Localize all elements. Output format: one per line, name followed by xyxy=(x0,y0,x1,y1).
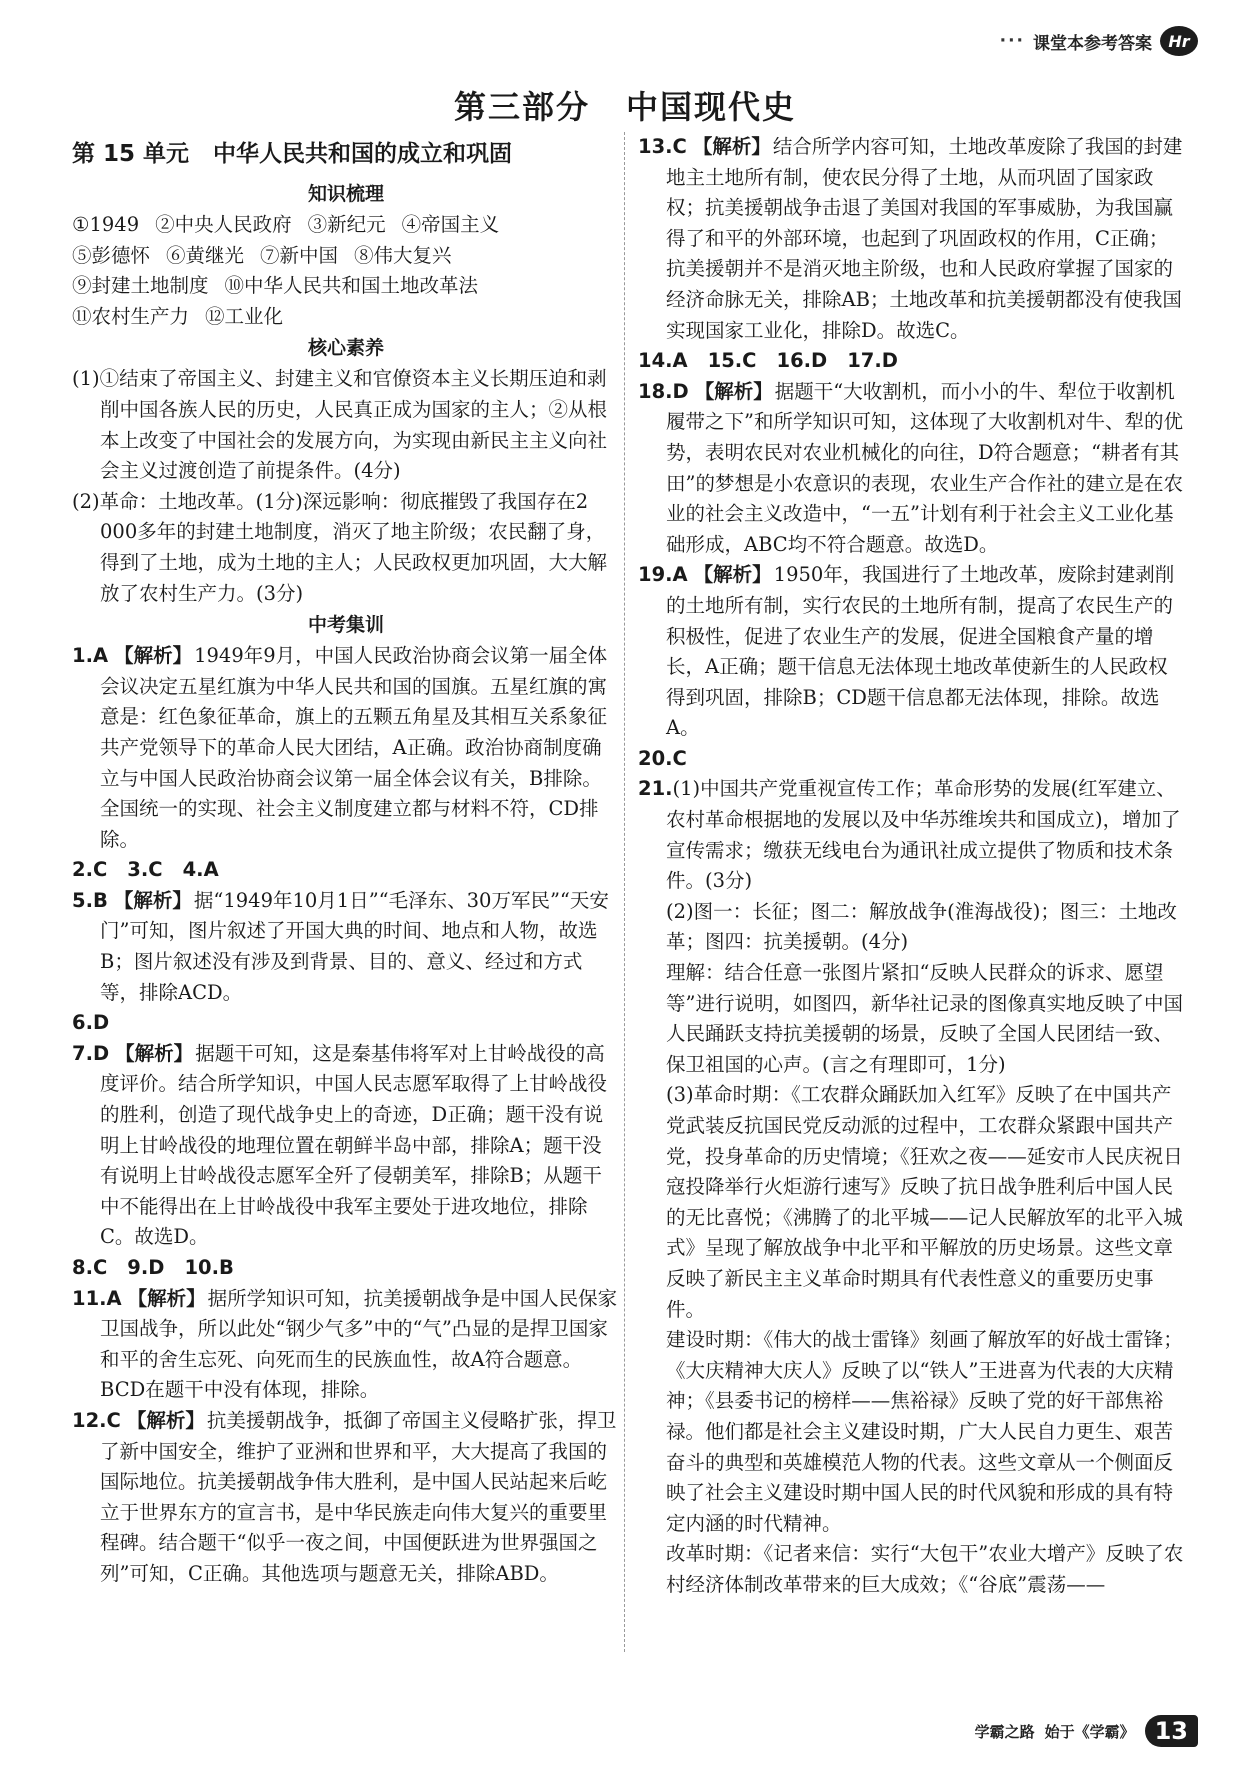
part-title xyxy=(0,82,1250,128)
answer-explanation: 结合所学内容可知，土地改革废除了我国的封建地主土地所有制，使农民分得了土地，从而巩固了国家政权；抗美援朝战争击退了美国对我国的军事威胁，为我国赢得了和平的外部环境，也起到了巩固政权的作用，C正确；抗美援朝并不是消灭地主阶级，也和人民政府掌握了国家的经济命脉无关，排除AB；土地改革和抗美援朝都没有使我国实现国家工业化，排除D。故选C。 xyxy=(666,135,1183,342)
knowledge-point: ⑤彭德怀 xyxy=(72,243,151,267)
answer-choice: D xyxy=(672,379,689,403)
answer-explanation: 据题干“大收割机，而小小的牛、犁位于收割机履带之下”和所学知识可知，这体现了大收割机对牛、犁的优势，表明农民对农业机械化的向往，D符合题意；“耕者有其田”的梦想是小农意识的表现，农业生产合作社的建立是在农业的社会主义改造中，“一五”计划有利于社会主义工业化基础形成，ABC均不符合题意。故选D。 xyxy=(666,379,1183,556)
short-answer: 8.C xyxy=(72,1256,108,1279)
answer-item xyxy=(72,1406,620,1590)
section-title-core: 核心素养 xyxy=(307,337,384,360)
answer-choice: A xyxy=(92,644,109,668)
answer-explanation: 据“1949年10月1日”“毛泽东、30万军民”“天安门”可知，图片叙述了开国大典的时间、地点和人物，故选B；图片叙述没有涉及到背景、目的、意义、经过和方式等，排除ACD。 xyxy=(100,888,609,1004)
question-number: 19. xyxy=(638,563,673,587)
short-answer: 2.C xyxy=(72,858,108,882)
analysis-tag: 【解析】 xyxy=(693,563,772,587)
question-number: 1. xyxy=(72,644,93,668)
knowledge-point: ①1949 xyxy=(72,213,140,236)
answer-choice: C xyxy=(672,135,687,158)
knowledge-point: ⑨封建土地制度 xyxy=(72,274,209,298)
short-answer: 16.D xyxy=(776,349,828,373)
short-answer-row xyxy=(72,855,620,886)
left-column xyxy=(72,132,620,1590)
short-answer: 4.A xyxy=(182,858,219,882)
answer-item xyxy=(638,774,1186,896)
answer-subpart: 改革时期：《记者来信：实行“大包干”农业大增产》反映了农村经济体制改革带来的巨大成效；《“谷底”震荡—— xyxy=(666,1542,1184,1596)
answer-explanation: 1949年9月，中国人民政治协商会议第一届全体会议决定五星红旗为中华人民共和国的国旗。五星红旗的寓意是：红色象征革命，旗上的五颗五角星及其相互关系象征共产党领导下的革命人民大团结，A正确。政治协商制度确立与中国人民政治协商会议第一届全体会议有关，B排除。全国统一的实现、社会主义制度建立都与材料不符，CD排除。 xyxy=(100,644,608,851)
knowledge-point: ⑫工业化 xyxy=(205,304,284,328)
short-answer: 20.C xyxy=(638,746,687,770)
knowledge-row xyxy=(72,271,620,302)
short-answer: 10.B xyxy=(184,1256,234,1279)
knowledge-point: ②中央人民政府 xyxy=(155,213,292,236)
answer-choice: A xyxy=(106,1286,122,1310)
answer-choice: C xyxy=(106,1408,121,1432)
answer-explanation: 据所学知识可知，抗美援朝战争是中国人民保家卫国战争，所以此处“钢少气多”中的“气”凸显的是捍卫国家和平的舍生忘死、向死而生的民族血性，故A符合题意。BCD在题干中没有体现，排除。 xyxy=(100,1286,618,1402)
exam-answers-left xyxy=(72,641,620,1589)
page-header xyxy=(1000,26,1198,56)
answer-choice: B xyxy=(92,888,108,912)
footer-slogan-1: 学霸之路 xyxy=(974,1722,1035,1741)
unit-title xyxy=(72,132,620,176)
short-answer-row xyxy=(72,1008,620,1039)
question-number: 21. xyxy=(638,777,673,801)
knowledge-point: ③新纪元 xyxy=(307,213,386,236)
answer-choice: A xyxy=(672,563,688,587)
exam-answers-right xyxy=(638,132,1186,1601)
header-label: 课堂本参考答案 xyxy=(1033,33,1152,54)
analysis-tag: 【解析】 xyxy=(694,379,773,403)
question-number: 12. xyxy=(72,1408,107,1432)
section-title-knowledge: 知识梳理 xyxy=(307,183,384,205)
part-title-name: 中国现代史 xyxy=(626,88,797,126)
column-divider xyxy=(624,132,626,1652)
question-number: 5. xyxy=(72,888,93,912)
answer-explanation: 抗美援朝战争，抵御了帝国主义侵略扩张，捍卫了新中国安全，维护了亚洲和世界和平，大大提高了我国的国际地位。抗美援朝战争伟大胜利，是中国人民站起来后屹立于世界东方的宣言书，是中华民族走向伟大复兴的重要里程碑。结合题干“似乎一夜之间，中国便跃进为世界强国之列”可知，C正确。其他选项与题意无关，排除ABD。 xyxy=(100,1408,617,1585)
short-answer-row xyxy=(638,346,1186,377)
knowledge-points xyxy=(72,210,620,332)
answer-item xyxy=(72,886,620,1008)
answer-item xyxy=(72,1284,620,1406)
answer-subpart: (2)图一：长征；图二：解放战争(淮海战役)；图三：土地改革；图四：抗美援朝。(4分) xyxy=(666,899,1177,954)
analysis-tag: 【解析】 xyxy=(692,135,771,158)
short-answer: 3.C xyxy=(127,858,163,882)
analysis-tag: 【解析】 xyxy=(127,1286,206,1310)
knowledge-point: ⑥黄继光 xyxy=(166,243,245,267)
short-answer: 15.C xyxy=(707,349,757,373)
section-title-exam: 中考集训 xyxy=(307,614,384,637)
analysis-tag: 【解析】 xyxy=(115,1041,194,1065)
analysis-tag: 【解析】 xyxy=(113,888,192,912)
answer-subpart: (3)革命时期：《工农群众踊跃加入红军》反映了在中国共产党武装反抗国民党反动派的过程中，工农群众紧跟中国共产党，投身革命的历史情境；《狂欢之夜——延安市人民庆祝日寇投降举行火炬游行速写》反映了抗日战争胜利后中国人民的无比喜悦；《沸腾了的北平城——记人民解放军的北平入城式》呈现了解放战争中北平和平解放的历史场景。这些文章反映了新民主主义革命时期具有代表性意义的重要历史事件。 xyxy=(666,1083,1183,1321)
analysis-tag: 【解析】 xyxy=(114,644,193,668)
answer-item xyxy=(72,641,620,855)
answer-item xyxy=(638,377,1186,561)
header-dots: ··· xyxy=(999,31,1025,51)
page-footer xyxy=(975,1715,1198,1747)
short-answer: 9.D xyxy=(127,1256,165,1279)
knowledge-point: ⑪农村生产力 xyxy=(72,304,190,328)
core-answer-2: (2)革命：土地改革。(1分)深远影响：彻底摧毁了我国存在2 000多年的封建土地制度，消灭了地主阶级；农民翻了身，得到了土地，成为土地的主人；人民政权更加巩固，大大解放了农村生产力。(3分) xyxy=(72,489,608,605)
page-number: 13 xyxy=(1145,1715,1198,1747)
knowledge-point: ⑧伟大复兴 xyxy=(354,243,452,267)
footer-slogan-2: 始于《学霸》 xyxy=(1044,1722,1135,1741)
short-answer: 17.D xyxy=(847,349,898,373)
answer-explanation: 1950年，我国进行了土地改革，废除封建剥削的土地所有制，实行农民的土地所有制，提高了农民生产的积极性，促进了农业生产的发展，促进全国粮食产量的增长，A正确；题干信息无法体现土地改革使新生的人民政权得到巩固，排除B；CD题干信息都无法体现，排除。故选A。 xyxy=(666,563,1175,740)
part-title-number: 第三部分 xyxy=(453,88,590,126)
brand-logo-icon: Hr xyxy=(1160,26,1198,56)
answer-explanation: (1)中国共产党重视宣传工作；革命形势的发展(红军建立、农村革命根据地的发展以及中华苏维埃共和国成立)，增加了宣传需求；缴获无线电台为通讯社成立提供了物质和技术条件。(3分) xyxy=(666,777,1181,893)
short-answer-row xyxy=(638,744,1186,775)
knowledge-row xyxy=(72,210,620,241)
answer-subpart: 建设时期：《伟大的战士雷锋》刻画了解放军的好战士雷锋；《大庆精神大庆人》反映了以“铁人”王进喜为代表的大庆精神；《县委书记的榜样——焦裕禄》反映了党的好干部焦裕禄。他们都是社会主义建设时期，广大人民自力更生、艰苦奋斗的典型和英雄模范人物的代表。这些文章从一个侧面反映了社会主义建设时期中国人民的时代风貌和形成的具有特定内涵的时代精神。 xyxy=(666,1328,1183,1535)
unit-name: 中华人民共和国的成立和巩固 xyxy=(213,141,513,167)
answer-item xyxy=(638,560,1186,744)
question-number: 11. xyxy=(72,1286,107,1310)
question-number: 18. xyxy=(638,379,673,403)
knowledge-row xyxy=(72,241,620,272)
answer-item xyxy=(638,132,1186,346)
question-number: 7. xyxy=(72,1041,93,1065)
right-column xyxy=(638,132,1186,1601)
answer-subpart: 理解：结合任意一张图片紧扣“反映人民群众的诉求、愿望等”进行说明，如图四，新华社记录的图像真实地反映了中国人民踊跃支持抗美援朝的场景，反映了全国人民团结一致、保卫祖国的心声。(言之有理即可，1分) xyxy=(666,961,1183,1076)
short-answer: 6.D xyxy=(72,1011,110,1035)
analysis-tag: 【解析】 xyxy=(126,1408,205,1432)
answer-item xyxy=(72,1039,620,1253)
short-answer-row xyxy=(72,1253,620,1284)
knowledge-point: ④帝国主义 xyxy=(401,213,500,236)
unit-number: 第 15 单元 xyxy=(72,141,190,167)
answer-explanation: 据题干可知，这是秦基伟将军对上甘岭战役的高度评价。结合所学知识，中国人民志愿军取得了上甘岭战役的胜利，创造了现代战争史上的奇迹，D正确；题干没有说明上甘岭战役的地理位置在朝鲜半岛中部，排除A；题干没有说明上甘岭战役志愿军全歼了侵朝美军，排除B；从题干中不能得出在上甘岭战役中我军主要处于进攻地位，排除C。故选D。 xyxy=(100,1041,608,1249)
knowledge-point: ⑦新中国 xyxy=(260,243,339,267)
knowledge-point: ⑩中华人民共和国土地改革法 xyxy=(224,274,479,298)
answer-choice: D xyxy=(92,1041,110,1065)
knowledge-row xyxy=(72,302,620,333)
core-answer-1: (1)①结束了帝国主义、封建主义和官僚资本主义长期压迫和剥削中国各族人民的历史，人民真正成为国家的主人；②从根本上改变了中国社会的发展方向，为实现由新民主主义向社会主义过渡创造了前提条件。(4分) xyxy=(72,367,608,483)
short-answer: 14.A xyxy=(638,349,688,373)
question-number: 13. xyxy=(638,135,673,158)
